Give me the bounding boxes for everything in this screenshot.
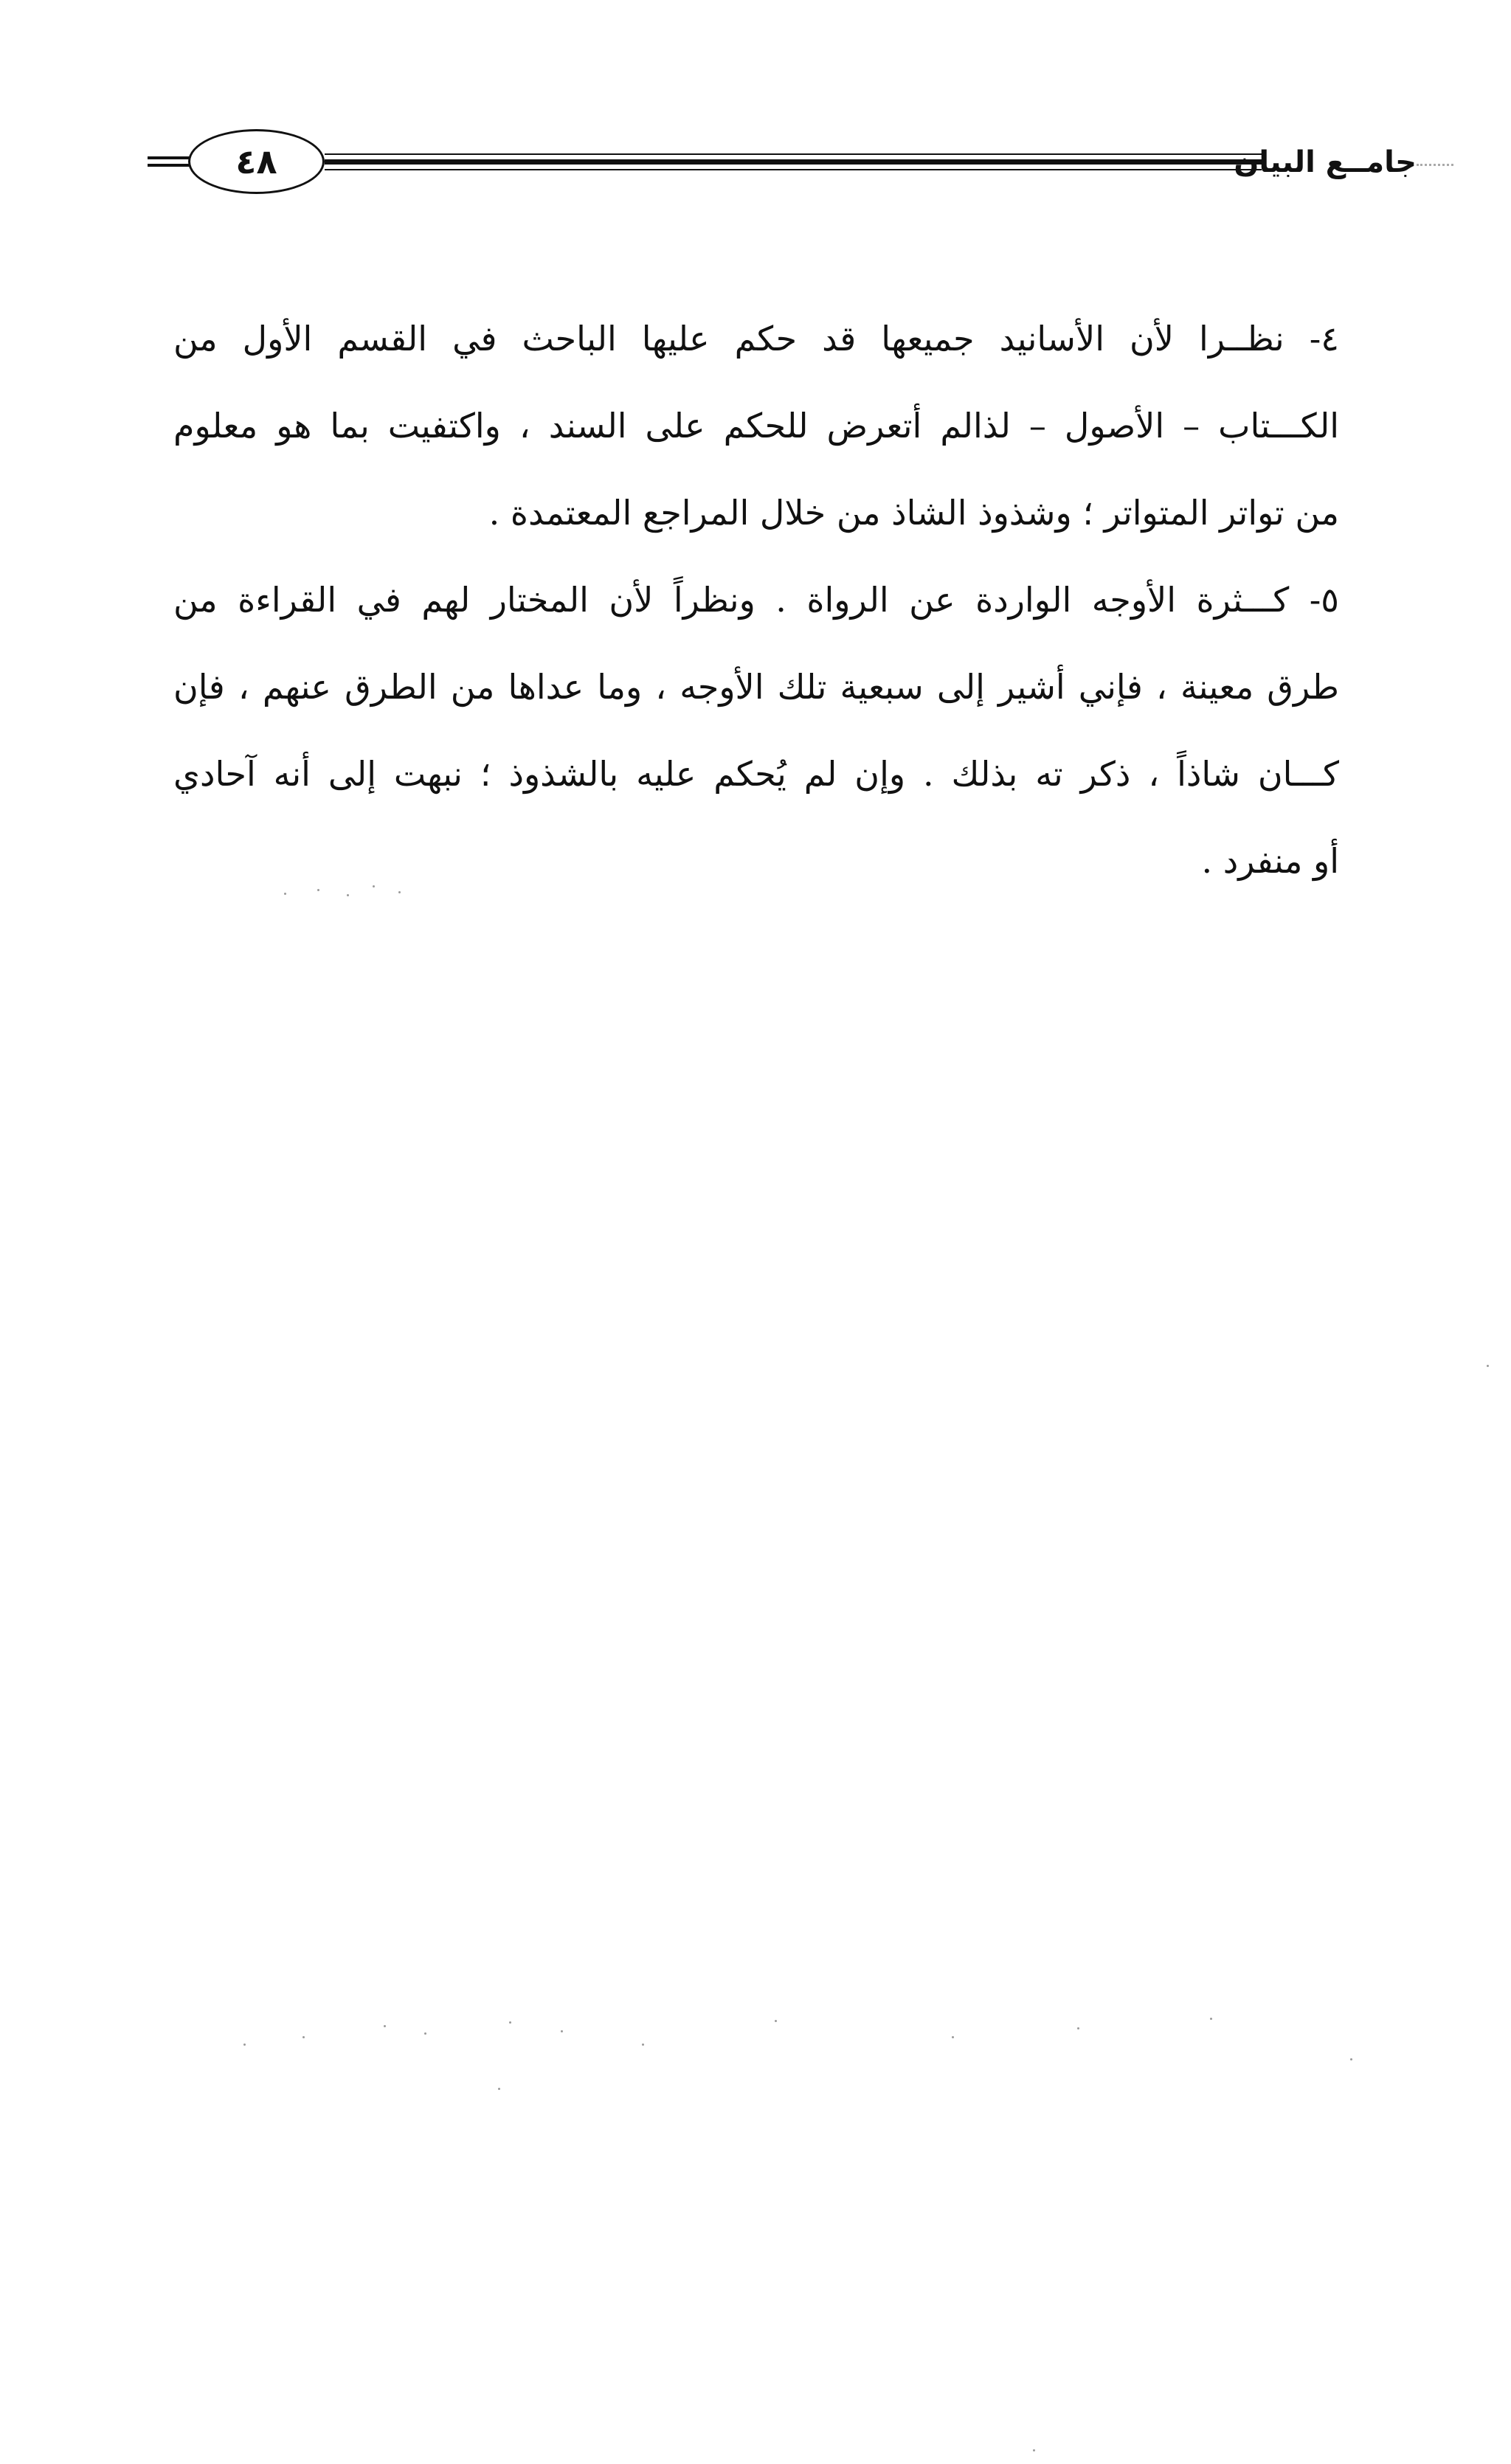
scan-speck [775, 2020, 777, 2022]
text-line: الكـــتاب – الأصول – لذالم أتعرض للحكم على السند ، واكتفيت بما هو معلوم [173, 406, 1339, 446]
scan-speck [509, 2021, 511, 2024]
scan-speck [1077, 2027, 1079, 2029]
text-line: طرق معينة ، فإني أشير إلى سبعية تلك الأوجه ، وما عداها من الطرق عنهم ، فإن [173, 667, 1339, 707]
scan-speck [1350, 2058, 1352, 2060]
text-line: من تواتر المتواتر ؛ وشذوذ الشاذ من خلال المراجع المعتمدة . [488, 493, 1339, 533]
header-rule [148, 164, 192, 167]
scan-speck [1210, 2018, 1212, 2020]
running-title: جامــع البيان [1234, 145, 1417, 179]
text-line: كـــان شاذاً ، ذكر ته بذلك . وإن لم يُحكم عليه بالشذوذ ؛ نبهت إلى أنه آحادي [173, 754, 1339, 794]
scan-speck [498, 2088, 500, 2090]
scan-speck [1033, 2449, 1035, 2451]
scan-speck [347, 894, 349, 896]
scan-speck [424, 2032, 426, 2035]
header-rule [148, 156, 192, 159]
header-dotted-rule [1417, 164, 1453, 169]
page-header [140, 111, 1424, 214]
header-rule [325, 169, 1262, 170]
header-rule [325, 159, 1262, 165]
text-line: أو منفرد . [1201, 841, 1339, 881]
scan-speck [373, 885, 375, 887]
scan-speck [384, 2025, 386, 2027]
scan-speck [284, 893, 286, 895]
scan-speck [302, 2036, 305, 2038]
scan-speck [561, 2030, 563, 2032]
scan-speck [952, 2036, 954, 2038]
scan-speck [398, 891, 401, 893]
scan-speck [1487, 1365, 1489, 1367]
text-line: ٤- نظــرا لأن الأسانيد جميعها قد حكم عليها الباحث في القسم الأول من [173, 319, 1339, 359]
scan-speck [243, 2043, 246, 2046]
scan-speck [317, 889, 319, 891]
paragraph-5 [173, 556, 1339, 904]
body-text [173, 295, 1339, 904]
page-number: ٤٨ [235, 142, 277, 181]
scan-speck [642, 2043, 644, 2046]
paragraph-4 [173, 295, 1339, 556]
page-number-badge [188, 129, 325, 194]
text-line: ٥- كـــثرة الأوجه الواردة عن الرواة . ونظراً لأن المختار لهم في القراءة من [173, 580, 1339, 620]
header-rule [325, 153, 1262, 155]
